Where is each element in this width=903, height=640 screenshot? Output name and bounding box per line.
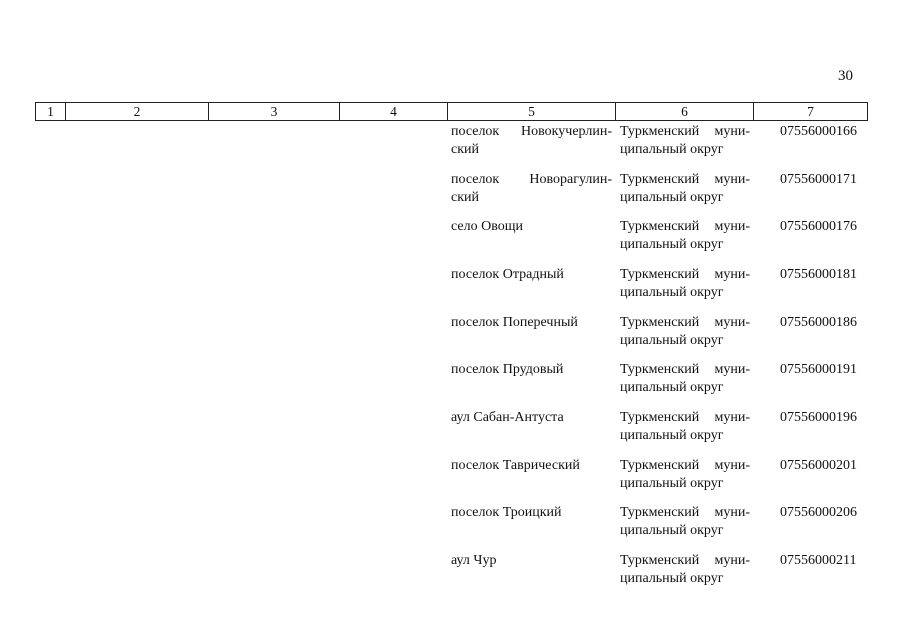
column-number-6: 6 xyxy=(616,103,754,121)
settlement-name: аул Чур xyxy=(451,553,497,568)
column-number-7: 7 xyxy=(754,103,868,121)
municipality-name: Туркменский муни- ципальный округ xyxy=(620,172,750,205)
column-header-table xyxy=(35,102,868,121)
page-number: 30 xyxy=(838,68,853,84)
municipality-name: Туркменский муни- ципальный округ xyxy=(620,362,750,395)
column-number-2: 2 xyxy=(66,103,209,121)
oktmo-code: 07556000211 xyxy=(780,553,857,568)
settlement-name: поселок Новорагулин- ский xyxy=(451,172,612,205)
municipality-name: Туркменский муни- ципальный округ xyxy=(620,219,750,252)
settlement-name: поселок Таврический xyxy=(451,458,580,473)
settlement-name: поселок Поперечный xyxy=(451,315,578,330)
oktmo-code: 07556000166 xyxy=(780,124,857,139)
oktmo-code: 07556000201 xyxy=(780,458,857,473)
oktmo-code: 07556000196 xyxy=(780,410,857,425)
municipality-name: Туркменский муни- ципальный округ xyxy=(620,315,750,348)
oktmo-code: 07556000171 xyxy=(780,172,857,187)
settlement-name: поселок Новокучерлин- ский xyxy=(451,124,612,157)
municipality-name: Туркменский муни- ципальный округ xyxy=(620,505,750,538)
column-number-4: 4 xyxy=(340,103,448,121)
settlement-name: поселок Троицкий xyxy=(451,505,562,520)
settlement-name: аул Сабан-Антуста xyxy=(451,410,564,425)
oktmo-code: 07556000186 xyxy=(780,315,857,330)
municipality-name: Туркменский муни- ципальный округ xyxy=(620,410,750,443)
column-number-3: 3 xyxy=(209,103,340,121)
settlement-name: поселок Прудовый xyxy=(451,362,564,377)
oktmo-code: 07556000191 xyxy=(780,362,857,377)
column-number-row xyxy=(36,103,868,121)
municipality-name: Туркменский муни- ципальный округ xyxy=(620,267,750,300)
column-number-5: 5 xyxy=(448,103,616,121)
oktmo-code: 07556000181 xyxy=(780,267,857,282)
settlement-name: село Овощи xyxy=(451,219,523,234)
oktmo-code: 07556000176 xyxy=(780,219,857,234)
settlement-name: поселок Отрадный xyxy=(451,267,564,282)
column-number-1: 1 xyxy=(36,103,66,121)
municipality-name: Туркменский муни- ципальный округ xyxy=(620,124,750,157)
municipality-name: Туркменский муни- ципальный округ xyxy=(620,458,750,491)
municipality-name: Туркменский муни- ципальный округ xyxy=(620,553,750,586)
oktmo-code: 07556000206 xyxy=(780,505,857,520)
